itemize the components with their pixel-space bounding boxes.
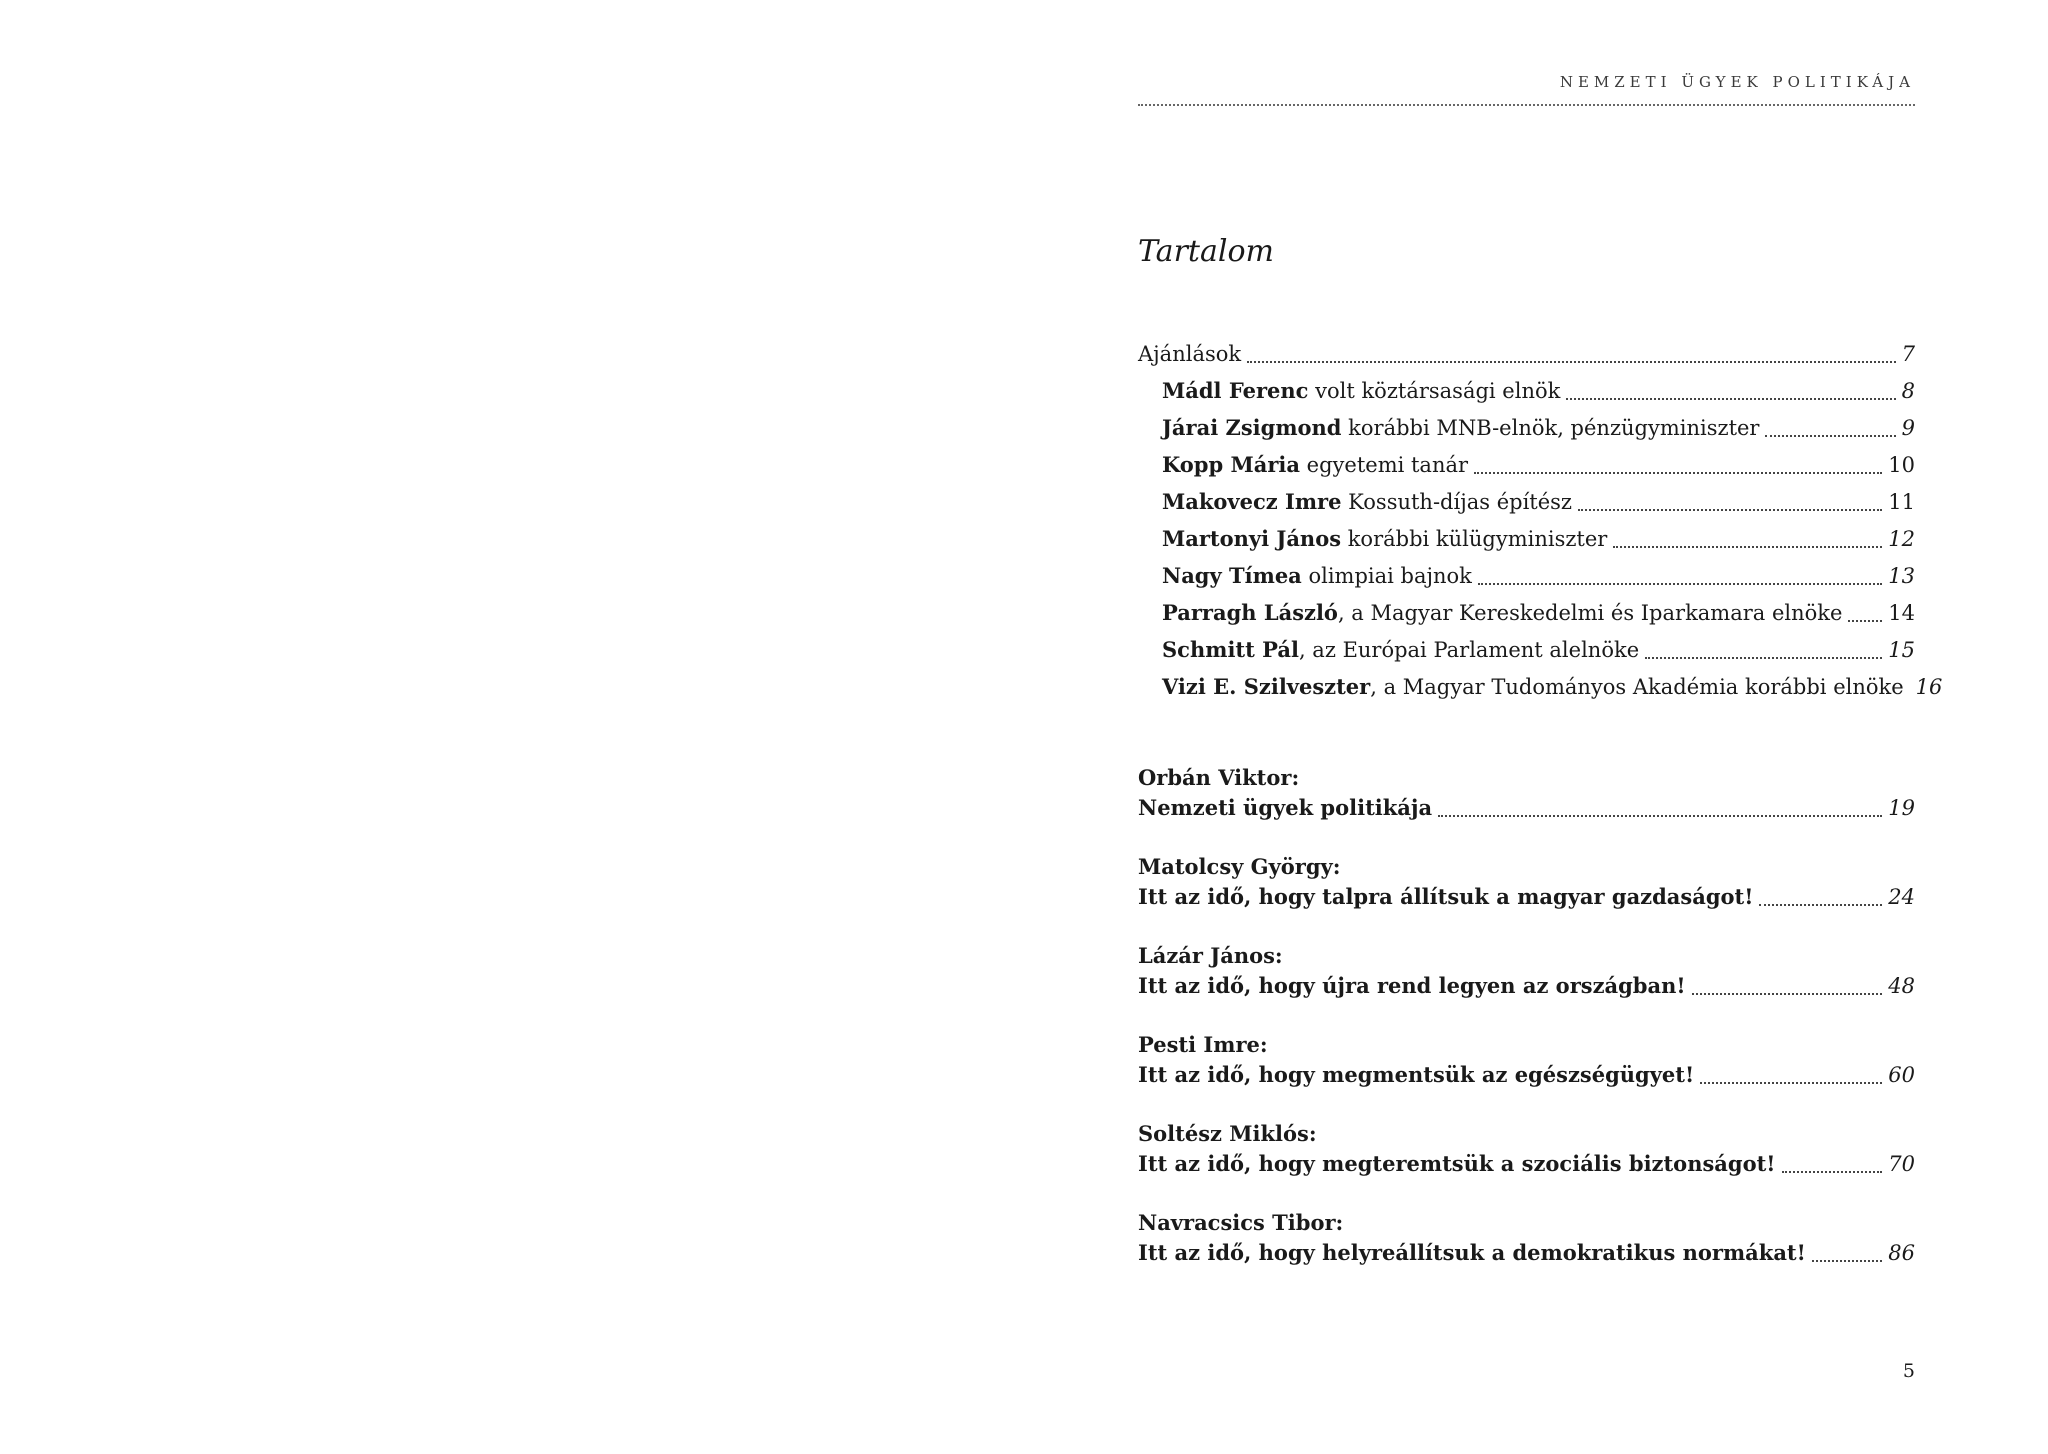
recommender-role: korábbi MNB-elnök, pénzügyminiszter xyxy=(1341,416,1760,440)
toc-entry-recommendation xyxy=(1162,562,1915,590)
toc-section-entry xyxy=(1138,1239,1915,1267)
dot-leader xyxy=(1692,993,1883,995)
toc-entry-page: 13 xyxy=(1888,564,1915,588)
toc-entry-recommendation xyxy=(1162,377,1915,405)
section-title: Itt az idő, hogy talpra állítsuk a magyar gazdaságot! xyxy=(1138,884,1754,909)
toc-entry-page: 70 xyxy=(1888,1152,1915,1176)
recommender-name: Mádl Ferenc xyxy=(1162,378,1309,403)
recommender-name: Kopp Mária xyxy=(1162,452,1300,477)
recommender-name: Vizi E. Szilveszter xyxy=(1162,674,1371,699)
section-author: Lázár János: xyxy=(1138,943,1283,968)
recommender-name: Járai Zsigmond xyxy=(1162,415,1342,440)
recommender-role: , a Magyar Tudományos Akadémia korábbi elnöke xyxy=(1370,675,1904,699)
section-author: Pesti Imre: xyxy=(1138,1032,1268,1057)
section-title: Itt az idő, hogy megmentsük az egészségügyet! xyxy=(1138,1062,1695,1087)
toc-entry-recommendation xyxy=(1162,525,1915,553)
dot-leader xyxy=(1759,904,1882,906)
section-title: Itt az idő, hogy helyreállítsuk a demokratikus normákat! xyxy=(1138,1240,1806,1265)
dot-leader xyxy=(1438,815,1882,817)
recommender-role: Kossuth-díjas építész xyxy=(1341,490,1572,514)
toc-entry-recommendation xyxy=(1162,451,1915,479)
dot-leader xyxy=(1474,472,1882,474)
dot-leader xyxy=(1765,435,1895,437)
toc-title: Tartalom xyxy=(1138,234,1274,269)
dot-leader xyxy=(1478,583,1882,585)
toc-entry-page: 11 xyxy=(1888,490,1915,514)
recommender-role: , a Magyar Kereskedelmi és Iparkamara elnöke xyxy=(1337,601,1843,625)
dot-leader xyxy=(1578,509,1882,511)
dot-leader xyxy=(1812,1260,1882,1262)
section-title: Itt az idő, hogy megteremtsük a szociális biztonságot! xyxy=(1138,1151,1776,1176)
toc-entry-page: 15 xyxy=(1888,638,1915,662)
recommender-name: Schmitt Pál xyxy=(1162,637,1299,662)
header-dotted-rule xyxy=(1138,104,1915,106)
toc-section-entry xyxy=(1138,1150,1915,1178)
dot-leader xyxy=(1848,620,1882,622)
recommender-role: olimpiai bajnok xyxy=(1301,564,1472,588)
dot-leader xyxy=(1700,1082,1882,1084)
recommender-name: Parragh László xyxy=(1162,600,1338,625)
recommender-role: korábbi külügyminiszter xyxy=(1341,527,1608,551)
recommender-name: Martonyi János xyxy=(1162,526,1342,551)
toc-entry-page: 8 xyxy=(1901,379,1915,403)
toc-entry-recommendation xyxy=(1162,599,1915,627)
toc-entry-recommendation xyxy=(1162,636,1915,664)
toc-entry-page: 19 xyxy=(1888,796,1915,820)
toc-entry-page: 12 xyxy=(1888,527,1915,551)
toc-entry-recommendation xyxy=(1162,673,1943,701)
section-author: Navracsics Tibor: xyxy=(1138,1210,1344,1235)
toc-entry-page: 10 xyxy=(1888,453,1915,477)
section-author: Soltész Miklós: xyxy=(1138,1121,1317,1146)
toc-entry-intro xyxy=(1138,340,1915,368)
toc-entry-page: 16 xyxy=(1915,675,1943,699)
section-title: Itt az idő, hogy újra rend legyen az országban! xyxy=(1138,973,1686,998)
toc-entry-page: 14 xyxy=(1888,601,1915,625)
toc-section-entry xyxy=(1138,1061,1915,1089)
toc-entry-page: 48 xyxy=(1888,974,1915,998)
toc-entry-page: 60 xyxy=(1888,1063,1915,1087)
recommender-role: volt köztársasági elnök xyxy=(1308,379,1561,403)
toc-entry-page: 24 xyxy=(1888,885,1915,909)
running-header: NEMZETI ÜGYEK POLITIKÁJA xyxy=(1559,73,1915,91)
recommender-role: egyetemi tanár xyxy=(1299,453,1469,477)
toc-entry-label: Ajánlások xyxy=(1138,342,1242,366)
toc-entry-page: 86 xyxy=(1888,1241,1915,1265)
section-title: Nemzeti ügyek politikája xyxy=(1138,795,1433,820)
toc-section-entry xyxy=(1138,794,1915,822)
dot-leader xyxy=(1645,657,1882,659)
recommender-name: Makovecz Imre xyxy=(1162,489,1342,514)
toc-entry-recommendation xyxy=(1162,488,1915,516)
page-number: 5 xyxy=(1902,1360,1915,1382)
toc-section-entry xyxy=(1138,972,1915,1000)
dot-leader xyxy=(1782,1171,1883,1173)
dot-leader xyxy=(1566,398,1895,400)
toc-entry-page: 9 xyxy=(1901,416,1915,440)
toc-entry-recommendation xyxy=(1162,414,1915,442)
section-author: Orbán Viktor: xyxy=(1138,765,1300,790)
recommender-role: , az Európai Parlament alelnöke xyxy=(1298,638,1640,662)
dot-leader xyxy=(1613,546,1882,548)
toc-section-entry xyxy=(1138,883,1915,911)
section-author: Matolcsy György: xyxy=(1138,854,1341,879)
dot-leader xyxy=(1247,361,1896,363)
recommender-name: Nagy Tímea xyxy=(1162,563,1302,588)
toc-entry-page: 7 xyxy=(1901,342,1915,366)
